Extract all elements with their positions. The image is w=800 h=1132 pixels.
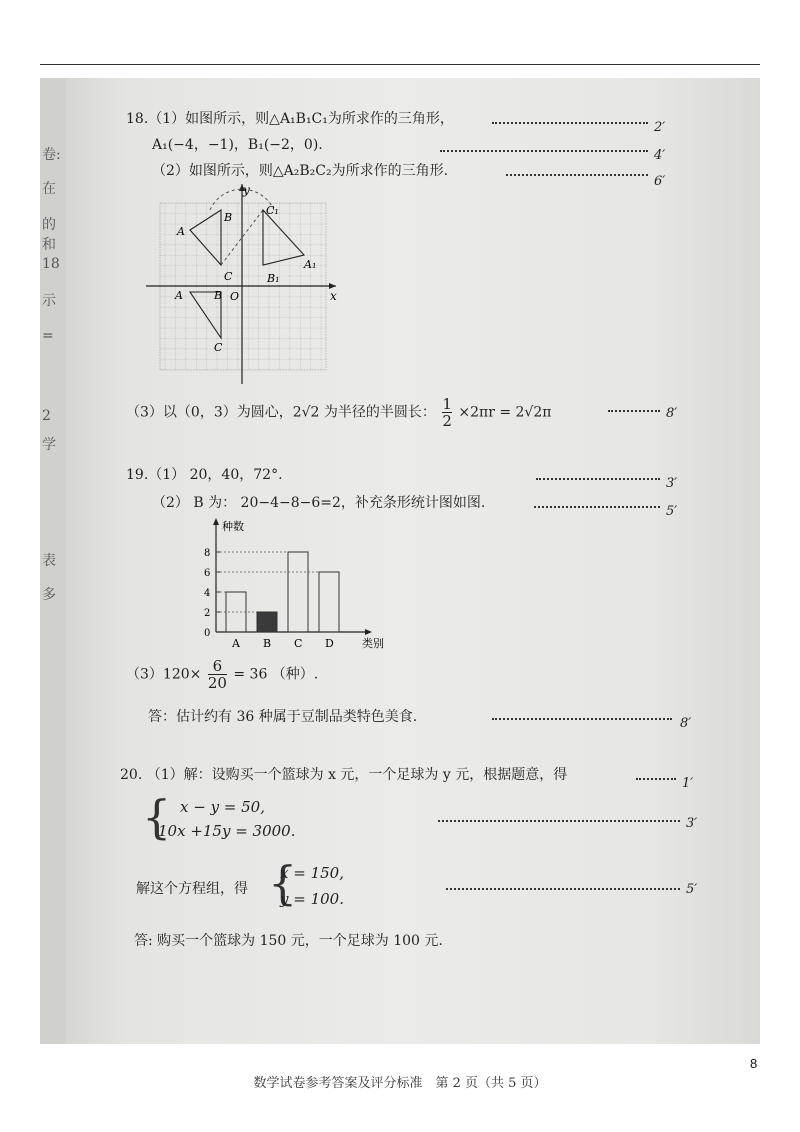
point-c1-label: C₁ (266, 204, 279, 217)
margin-fragment: 表 (42, 553, 56, 569)
y-tick-label: 4 (204, 588, 211, 599)
q18-part3-text (126, 396, 551, 429)
margin-fragment: 在 (42, 181, 56, 197)
score-mark: 5′ (666, 504, 678, 519)
score-leader (534, 506, 660, 508)
page-footer: 数学试卷参考答案及评分标准 第 2 页（共 5 页） (253, 1076, 547, 1091)
margin-fragment: 18 (42, 256, 60, 272)
point-b2-label: B (214, 289, 223, 302)
y-tick-label: 6 (204, 568, 211, 579)
fraction-six-twentieths (208, 658, 227, 691)
point-a1-label: A₁ (304, 258, 317, 271)
score-mark: 1′ (682, 776, 694, 791)
margin-fragment: 多 (42, 587, 56, 603)
y-tick-label: 8 (204, 548, 211, 559)
q19-part3-text (126, 658, 318, 691)
x-tick-label: D (325, 637, 334, 650)
previous-page-edge (40, 78, 66, 1044)
q18-part3-result: ×2πr = 2√2π (458, 404, 552, 421)
fraction-denominator: 20 (207, 674, 227, 692)
q19-part2-text: （2） B 为： 20−4−8−6=2，补充条形统计图如图. (152, 495, 486, 511)
page-number: 8 (750, 1056, 758, 1071)
solution-brace: { (268, 856, 298, 910)
bar-c (288, 552, 308, 632)
point-a2-label: A (175, 289, 183, 302)
point-c2-label: C (214, 341, 223, 354)
y-tick-label: 2 (204, 608, 211, 619)
coordinate-grid-figure (140, 178, 340, 388)
q20-part1-text: 20. （1）解：设购买一个篮球为 x 元，一个足球为 y 元，根据题意，得 (120, 767, 568, 783)
score-leader (492, 122, 648, 124)
scanned-answer-sheet (40, 78, 760, 1091)
q20-answer: 答: 购买一个篮球为 150 元，一个足球为 100 元. (134, 933, 443, 949)
score-mark: 8′ (680, 716, 692, 731)
point-a-label: A (177, 225, 185, 238)
q19-part3-lead: （3）120× (126, 666, 202, 683)
equation-2: 10x +15y = 3000. (158, 822, 296, 840)
score-leader (440, 150, 648, 152)
score-mark: 3′ (686, 816, 698, 831)
x-axis-arrow (365, 629, 372, 635)
margin-fragment: 学 (42, 437, 56, 453)
score-mark: 8′ (666, 406, 678, 421)
q18-part1-text: 18.（1）如图所示，则△A₁B₁C₁为所求作的三角形， (126, 111, 454, 127)
axis-x-label: x (330, 289, 337, 303)
score-leader (506, 174, 648, 176)
axis-y-label: y (243, 183, 250, 197)
fraction-half (442, 396, 452, 429)
origin-label: O (230, 290, 240, 303)
point-c-label: C (224, 270, 233, 283)
fraction-numerator: 6 (212, 657, 223, 675)
score-leader (446, 888, 680, 890)
margin-fragment: = (42, 328, 54, 344)
bar-b (257, 612, 277, 632)
score-mark: 5′ (686, 882, 698, 897)
bar-d (319, 572, 339, 632)
solution-2: y = 100. (280, 890, 344, 908)
point-b1-label: B₁ (267, 272, 280, 285)
q19-answer: 答：估计约有 36 种属于豆制品类特色美食. (148, 709, 418, 725)
score-leader (608, 410, 660, 412)
score-mark: 3′ (666, 476, 678, 491)
header-rule (40, 64, 760, 65)
margin-fragment: 示 (42, 293, 56, 309)
y-tick-label: 0 (204, 628, 211, 639)
q19-part3-result: = 36 （种）. (233, 666, 319, 683)
fraction-numerator: 1 (442, 395, 452, 413)
score-mark: 4′ (654, 148, 666, 163)
x-axis-title: 类别 (362, 637, 384, 650)
q18-coordinates: A₁(−4，−1)，B₁(−2，0). (152, 137, 323, 153)
fraction-denominator: 2 (442, 412, 452, 430)
q18-part2-text: （2）如图所示，则△A₂B₂C₂为所求作的三角形. (152, 163, 449, 179)
score-leader (636, 778, 676, 780)
score-mark: 6′ (654, 174, 666, 189)
equation-brace: { (142, 790, 172, 844)
margin-fragment: 2 (42, 408, 51, 424)
x-tick-label: A (232, 637, 240, 650)
equation-1: x − y = 50, (180, 798, 265, 816)
x-tick-label: C (294, 637, 303, 650)
solution-1: x = 150, (280, 864, 344, 882)
margin-fragment: 的和 (42, 217, 56, 253)
margin-fragment: 卷: (42, 147, 61, 163)
x-tick-label: B (263, 637, 272, 650)
y-axis-title: 种数 (222, 520, 244, 533)
score-leader (438, 820, 680, 822)
y-axis-arrow (213, 518, 219, 525)
score-mark: 2′ (654, 120, 666, 135)
q20-solve-text: 解这个方程组，得 (136, 881, 248, 897)
q19-part1-text: 19.（1） 20，40，72°. (126, 467, 283, 483)
q18-part3-lead: （3）以（0，3）为圆心，2√2 为半径的半圆长： (126, 404, 436, 421)
bar-chart (160, 516, 384, 656)
score-leader (536, 478, 660, 480)
score-leader (492, 718, 672, 720)
point-b-label: B (224, 211, 233, 224)
